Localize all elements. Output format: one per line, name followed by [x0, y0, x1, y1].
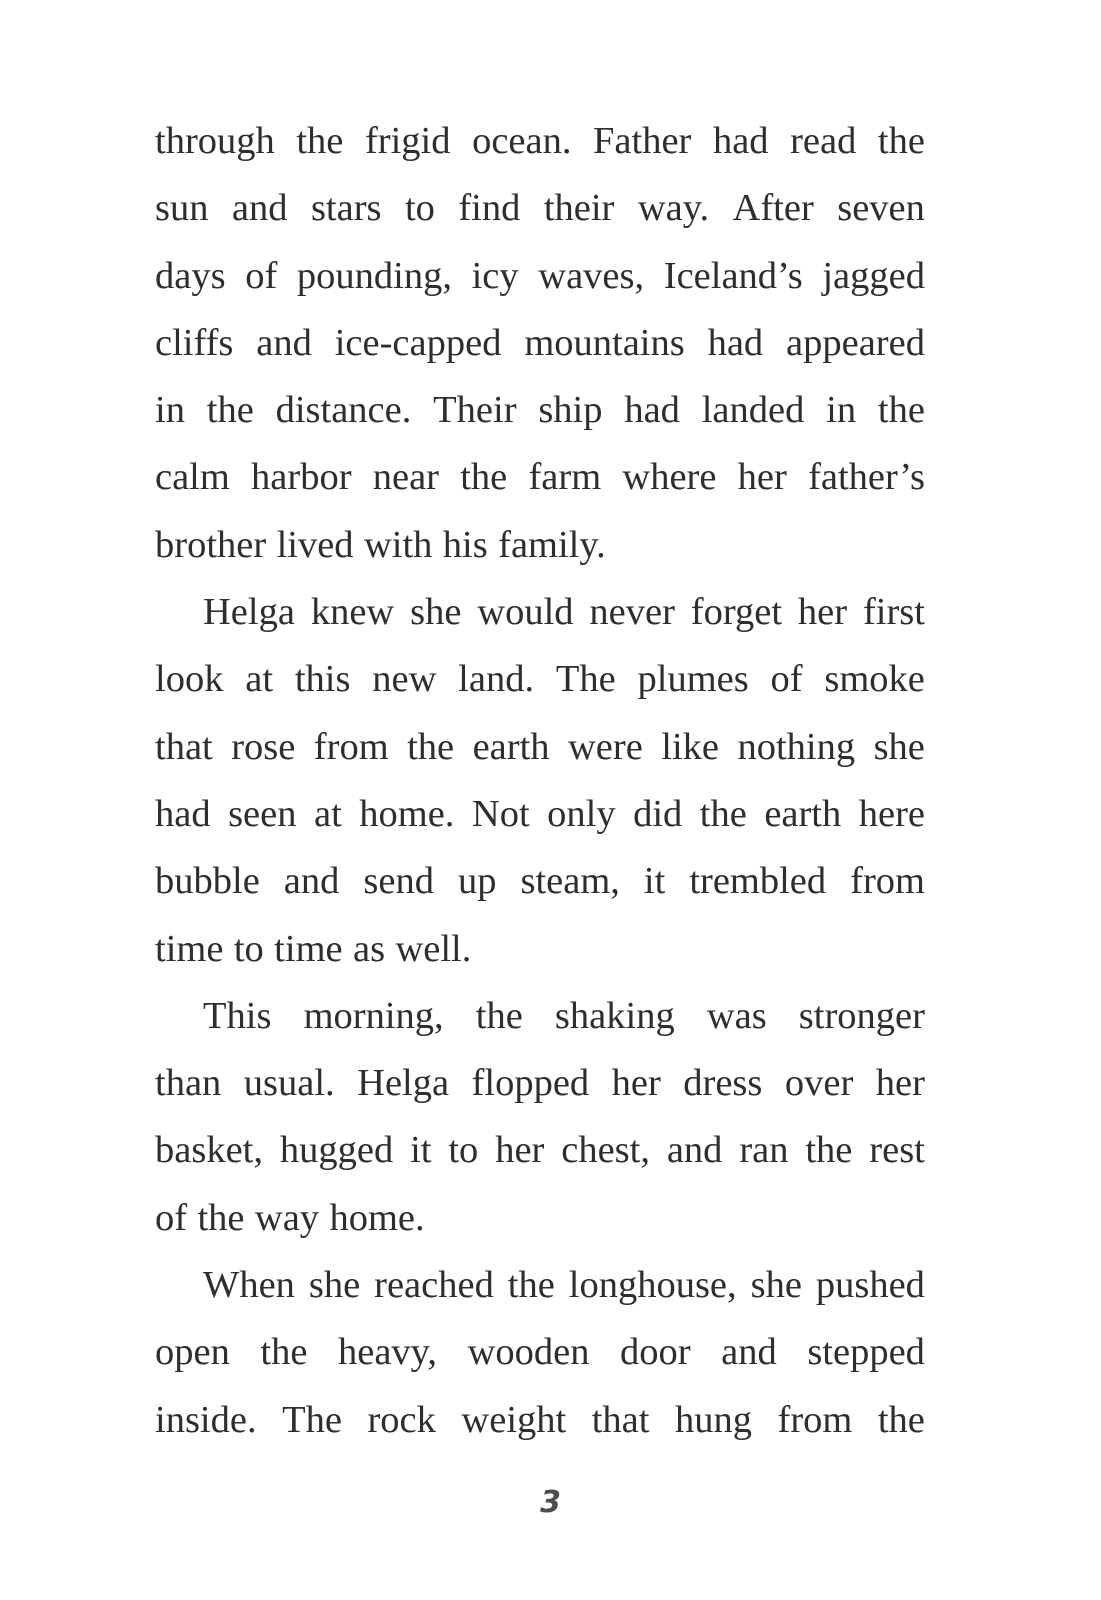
word: open [155, 1331, 230, 1374]
word: rest [869, 1129, 925, 1172]
word: stronger [798, 994, 925, 1037]
word: Father [593, 120, 692, 162]
word: hugged [279, 1129, 394, 1172]
word: harbor [251, 456, 352, 499]
word: Not [471, 792, 530, 835]
text-line [155, 512, 925, 579]
body-text [155, 108, 925, 1454]
word: send [363, 860, 434, 903]
text-line [155, 1252, 925, 1319]
word: home. [329, 1196, 425, 1239]
word: and [283, 860, 340, 903]
word: here [858, 792, 925, 835]
text-line [155, 108, 925, 175]
word: the [877, 389, 925, 432]
word: in [155, 389, 185, 432]
word: the [206, 389, 254, 432]
word: wooden [467, 1331, 590, 1374]
text-line [155, 646, 925, 713]
word: Helga [357, 1062, 450, 1105]
word: of [770, 658, 803, 701]
word: new [372, 658, 437, 701]
word: at [245, 658, 274, 701]
word: ship [538, 389, 603, 432]
word: over [784, 1062, 854, 1105]
word: family. [498, 523, 606, 566]
word: basket, [155, 1129, 263, 1172]
text-line [155, 1050, 925, 1117]
word: seen [228, 792, 297, 835]
word: of [245, 254, 278, 297]
word: the [877, 1398, 925, 1441]
word: never [589, 591, 675, 634]
word: earth [764, 792, 842, 835]
word: as [353, 927, 386, 970]
word: plumes [637, 658, 749, 701]
word: land. [458, 658, 535, 701]
word: dress [683, 1062, 763, 1105]
text-line [155, 714, 925, 781]
word: ran [739, 1129, 789, 1172]
word: waves, [538, 254, 645, 297]
word: like [661, 725, 719, 768]
word: calm [155, 456, 230, 499]
word: door [620, 1331, 691, 1374]
word: ocean. [472, 120, 572, 162]
word: brother [155, 523, 267, 566]
word: jagged [822, 254, 925, 297]
text-line [155, 983, 925, 1050]
word: it [410, 1129, 432, 1172]
word: farm [528, 456, 602, 499]
word: rose [231, 725, 296, 768]
word: the [475, 994, 523, 1037]
word: look [155, 658, 224, 701]
word: morning, [303, 994, 444, 1037]
word: her [797, 591, 848, 634]
word: mountains [524, 321, 685, 364]
word: she [750, 1264, 802, 1307]
text-line [155, 579, 925, 646]
word: to [448, 1129, 479, 1172]
word: pounding, [296, 254, 452, 297]
word: at [313, 792, 342, 835]
word: steam, [520, 860, 620, 903]
word: father’s [808, 456, 925, 499]
word: through [155, 120, 275, 162]
word: the [260, 1331, 308, 1374]
word: the [699, 792, 747, 835]
word: it [643, 860, 666, 903]
word: she [873, 725, 925, 768]
word: stars [310, 187, 382, 230]
word: landed [701, 389, 805, 432]
word: longhouse, [568, 1264, 737, 1307]
word: and [256, 321, 312, 364]
word: than [155, 1062, 222, 1105]
word: that [591, 1398, 650, 1441]
word: would [477, 591, 574, 634]
word: usual. [243, 1062, 335, 1105]
word: When [203, 1264, 295, 1307]
text-line [155, 1117, 925, 1184]
word: heavy, [337, 1331, 438, 1374]
word: time [155, 927, 224, 970]
word: smoke [824, 658, 925, 701]
word: stepped [807, 1331, 925, 1374]
word: were [568, 725, 643, 768]
word: reached [374, 1264, 494, 1307]
text-line [155, 1319, 925, 1386]
word: read [790, 120, 857, 162]
text-line [155, 243, 925, 310]
word: days [155, 254, 226, 297]
word: with [363, 523, 433, 566]
word: the [407, 725, 455, 768]
word: pushed [815, 1264, 925, 1307]
word: appeared [786, 321, 925, 364]
word: bubble [155, 860, 260, 903]
word: ice-capped [334, 321, 502, 364]
text-line [155, 1185, 925, 1252]
word: of [155, 1196, 188, 1239]
word: his [442, 523, 488, 566]
word: near [372, 456, 439, 499]
word: the [805, 1129, 853, 1172]
word: lived [276, 523, 354, 566]
text-line [155, 310, 925, 377]
word: up [457, 860, 497, 903]
word: cliffs [155, 321, 234, 364]
word: icy [471, 254, 519, 297]
word: from [313, 725, 389, 768]
word: frigid [364, 120, 451, 162]
text-line [155, 916, 925, 983]
word: first [862, 591, 925, 634]
word: had [712, 120, 769, 162]
word: Helga [203, 591, 295, 634]
word: find [458, 187, 521, 230]
word: distance. [275, 389, 412, 432]
word: from [850, 860, 925, 903]
word: was [706, 994, 767, 1037]
word: their [543, 187, 615, 230]
word: this [294, 658, 351, 701]
word: This [203, 994, 272, 1037]
word: to [404, 187, 435, 230]
page-number: 3 [540, 1485, 561, 1520]
word: time [274, 927, 343, 970]
word: hung [674, 1398, 752, 1441]
word: the [507, 1264, 555, 1307]
word: weight [461, 1398, 567, 1441]
text-line [155, 781, 925, 848]
word: forget [690, 591, 783, 634]
word: After [732, 187, 814, 230]
word: only [547, 792, 616, 835]
word: the [296, 120, 344, 162]
text-line [155, 175, 925, 242]
word: did [633, 792, 683, 835]
word: in [826, 389, 857, 432]
word: her [495, 1129, 545, 1172]
word: shaking [554, 994, 675, 1037]
word: where [622, 456, 717, 499]
word: knew [310, 591, 395, 634]
text-line [155, 377, 925, 444]
word: rock [367, 1398, 436, 1441]
word: way. [637, 187, 710, 230]
word: the [197, 1196, 245, 1239]
word: and [231, 187, 288, 230]
word: seven [837, 187, 925, 230]
word: and [666, 1129, 723, 1172]
text-line [155, 848, 925, 915]
word: to [233, 927, 264, 970]
text-line [155, 1387, 925, 1454]
word: from [777, 1398, 853, 1441]
word: Iceland’s [663, 254, 803, 297]
word: flopped [471, 1062, 590, 1105]
word: Their [433, 389, 517, 432]
word: her [875, 1062, 925, 1105]
word: The [555, 658, 616, 701]
word: the [460, 456, 508, 499]
word: inside. [155, 1398, 257, 1441]
word: way [254, 1196, 320, 1239]
word: trembled [689, 860, 827, 903]
word: nothing [737, 725, 856, 768]
word: home. [359, 792, 455, 835]
word: chest, [561, 1129, 650, 1172]
word: her [737, 456, 787, 499]
text-line [155, 444, 925, 511]
word: she [308, 1264, 361, 1307]
word: well. [395, 927, 472, 970]
word: sun [155, 187, 209, 230]
word: had [707, 321, 764, 364]
word: had [624, 389, 680, 432]
word: The [282, 1398, 342, 1441]
word: her [611, 1062, 661, 1105]
word: that [155, 725, 213, 768]
word: and [721, 1331, 777, 1374]
word: the [877, 120, 925, 162]
word: earth [472, 725, 550, 768]
word: she [410, 591, 462, 634]
word: had [155, 792, 211, 835]
